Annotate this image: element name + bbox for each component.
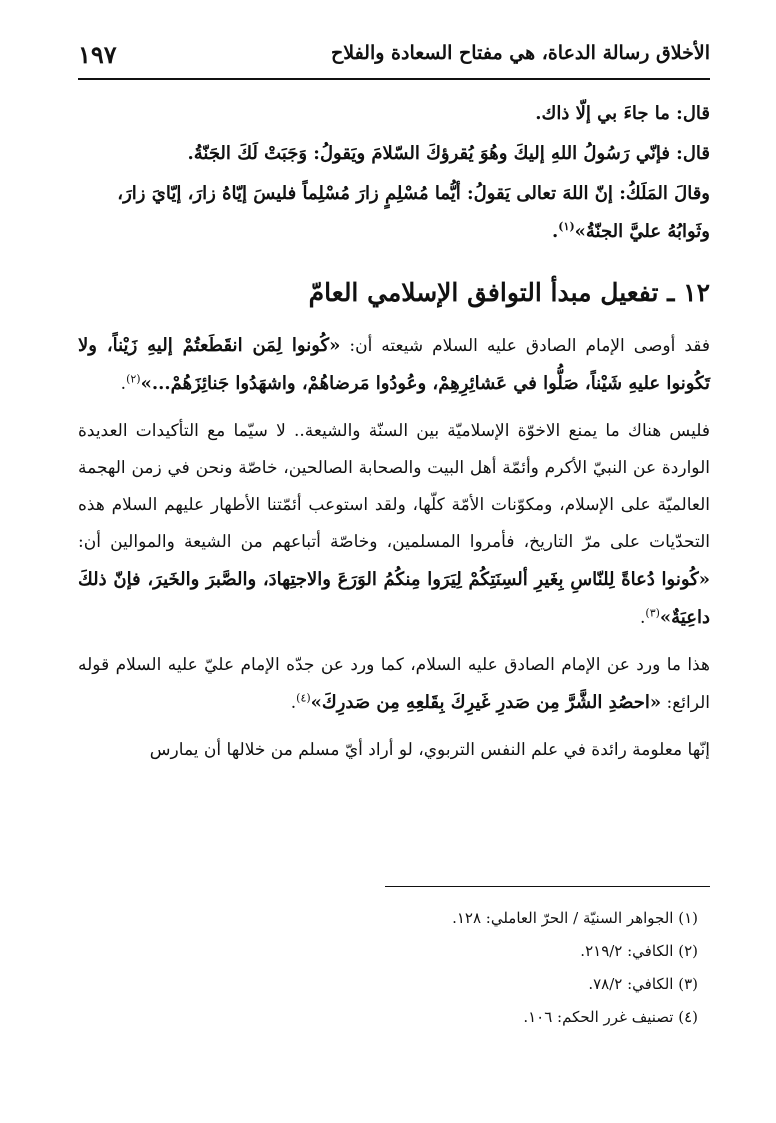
dialogue-line-2: قال: فإنّي رَسُولُ اللهِ إليكَ وهُوَ يُقرؤكَ السّلامَ ويَقولُ: وَجَبَتْ لَكَ الجَنّةُ. <box>187 143 710 164</box>
footnote-ref-2: (٢) <box>126 372 141 386</box>
footnote-rule <box>385 886 710 887</box>
paragraph-2-quote: «كُونوا دُعاةً لِلنّاسِ بِغَيرِ ألسِنَتِكُمْ لِيَرَوا مِنكُمُ الوَرَعَ والاجتِهادَ، والصَّبرَ والخَيرَ، فإنّ ذلكَ داعِيَةٌ» <box>78 569 710 628</box>
paragraph-1-quote: «كُونوا لِمَن انقَطَعتُمْ إليهِ زَيْناً، ولا تَكُونوا عليهِ شَيْناً، صَلُّوا في عَشائِرِهِمْ، وعُودُوا مَرضاهُمْ، واشهَدُوا جَنائِزَهُمْ...» <box>78 335 710 394</box>
paragraph-3-quote: «احصُدِ الشَّرَّ مِن صَدرِ غَيرِكَ بِقَلعِهِ مِن صَدرِكَ» <box>310 692 662 713</box>
paragraph-2: فليس هناك ما يمنع الاخوّة الإسلاميّة بين السنّة والشيعة.. لا سيّما مع التأكيدات العديدة الواردة عن النبيّ الأكرم وأئمّة أهل البيت والصحابة الصالحين، خاصّة ونحن في زمن الهجمة العالميّة على الإسلام، ومكوّنات الأمّة كلّها، ولقد استوعب أئمّتنا الأطهار عليهم السلام هذه التحدّيات على مرّ التاريخ، فأمروا المسلمين، وخاصّة أتباعهم من الشيعة والموالين أن: «كُونوا دُعاةً لِلنّاسِ بِغَيرِ ألسِنَتِكُمْ لِيَرَوا مِنكُمُ الوَرَعَ والاجتِهادَ، والصَّبرَ والخَيرَ، فإنّ ذلكَ داعِيَةٌ»$^{(٣)}$. <box>78 421 710 628</box>
dialogue-line-3-text: وقالَ المَلَكُ: إنّ اللهَ تعالى يَقولُ: أيُّما مُسْلِمٍ زارَ مُسْلِماً فليسَ إيّاهُ زارَ، إيّايَ زارَ، وثَوابُهُ عليَّ الجنّةُ» <box>117 183 710 242</box>
paragraph-1: فقد أوصى الإمام الصادق عليه السلام شيعته أن: «كُونوا لِمَن انقَطَعتُمْ إليهِ زَيْناً، ولا تَكُونوا عليهِ شَيْناً، صَلُّوا في عَشائِرِهِمْ، وعُودُوا مَرضاهُمْ، واشهَدُوا جَنائِزَهُمْ...»$^{(٢)}$. <box>78 335 710 394</box>
footnotes <box>298 902 698 1034</box>
paragraph-4: إنّها معلومة رائدة في علم النفس التربوي، لو أراد أيّ مسلم من خلالها أن يمارس <box>149 740 710 760</box>
paragraph-3-lead: هذا ما ورد عن الإمام الصادق عليه السلام، كما ورد عن جدّه الإمام عليّ عليه السلام قوله الرائع: <box>78 655 710 713</box>
paragraph-3: هذا ما ورد عن الإمام الصادق عليه السلام، كما ورد عن جدّه الإمام عليّ عليه السلام قوله الرائع: «احصُدِ الشَّرَّ مِن صَدرِ غَيرِكَ بِقَلعِهِ مِن صَدرِكَ»$^{(٤)}$. <box>78 655 710 713</box>
section-heading: ١٢ ـ تفعيل مبدأ التوافق الإسلامي العامّ <box>308 278 710 307</box>
footnote-ref-4: (٤) <box>296 691 311 705</box>
page-header <box>78 38 710 74</box>
header-rule <box>78 78 710 80</box>
footnote-ref-3: (٣) <box>645 606 660 620</box>
paragraph-1-lead: فقد أوصى الإمام الصادق عليه السلام شيعته أن: <box>340 336 710 356</box>
page-number: ١٩٧ <box>78 40 117 69</box>
footnote-ref-1: (١) <box>558 220 575 233</box>
footnote-2: (٢) الكافي: ٢١٩/٢. <box>580 942 698 960</box>
running-title: الأخلاق رسالة الدعاة، هي مفتاح السعادة والفلاح <box>330 42 710 64</box>
footnote-1: (١) الجواهر السنيّة / الحرّ العاملي: ١٢٨. <box>452 909 698 927</box>
footnote-4: (٤) تصنيف غرر الحكم: ١٠٦. <box>523 1008 698 1026</box>
dialogue-line-3: وقالَ المَلَكُ: إنّ اللهَ تعالى يَقولُ: أيُّما مُسْلِمٍ زارَ مُسْلِماً فليسَ إيّاهُ زارَ، إيّايَ زارَ، وثَوابُهُ عليَّ الجنّةُ»$^{(١)}$. <box>117 183 710 242</box>
paragraph-2-lead: فليس هناك ما يمنع الاخوّة الإسلاميّة بين السنّة والشيعة.. لا سيّما مع التأكيدات العديدة الواردة عن النبيّ الأكرم وأئمّة أهل البيت والصحابة الصالحين، خاصّة ونحن في زمن الهجمة العالميّة على الإسلام، ومكوّنات الأمّة كلّها، ولقد استوعب أئمّتنا الأطهار عليهم السلام هذه التحدّيات على مرّ التاريخ، فأمروا المسلمين، وخاصّة أتباعهم من الشيعة والموالين أن: <box>78 421 710 552</box>
dialogue-line-1: قال: ما جاءَ بي إلّا ذاك. <box>535 103 710 124</box>
footnote-3: (٣) الكافي: ٧٨/٢. <box>588 975 698 993</box>
main-text <box>78 95 710 769</box>
